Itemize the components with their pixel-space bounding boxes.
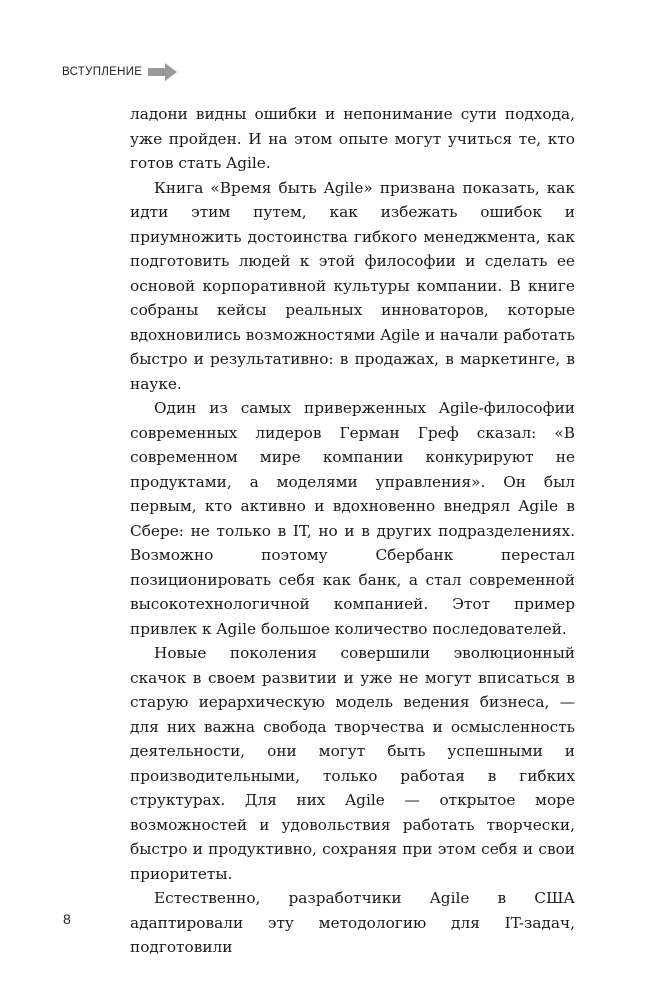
right-arrow-icon [148,63,178,81]
paragraph-5: Естественно, разработчики Agile в США адаптировали эту методологию для IT-задач, подготовили [130,889,575,956]
body-text [130,102,575,960]
page-number: 8 [63,911,71,927]
paragraph-2: Книга «Время быть Agile» призвана показать, как идти этим путем, как избежать ошибок и приумножить достоинства гибкого менеджмента, как подготовить людей к этой философии и сделать ее основой корпоративной культуры компании. В книге собраны кейсы реальных инноваторов, которые вдохновились возможностями Agile и начали работать быстро и результативно: в продажах, в маркетинге, в науке. [130,178,575,393]
paragraph-4: Новые поколения совершили эволюционный скачок в своем развитии и уже не могут вписаться в старую иерархическую модель ведения бизнеса, — для них важна свобода творчества и осмысленность деятельности, они могут быть успешными и производительными, только работая в гибких структурах. Для них Agile — открытое море возможностей и удовольствия работать творчески, быстро и продуктивно, сохраняя при этом себя и свои приоритеты. [130,644,575,883]
paragraph-3: Один из самых приверженных Agile-философии современных лидеров Герман Греф сказал: «В современном мире компании конкурируют не продуктами, а моделями управления». Он был первым, кто активно и вдохновенно внедрял Agile в Сбере: не только в IT, но и в других подразделениях. Возможно поэтому Сбербанк перестал позиционировать себя как банк, а стал современной высокотехнологичной компанией. Этот пример привлек к Agile большое количество последователей. [130,399,575,638]
running-header [62,62,178,82]
paragraph-1: ладони видны ошибки и непонимание сути подхода, уже пройден. И на этом опыте могут учиться те, кто готов стать Agile. [130,105,575,172]
section-title: ВСТУПЛЕНИЕ [62,66,143,78]
